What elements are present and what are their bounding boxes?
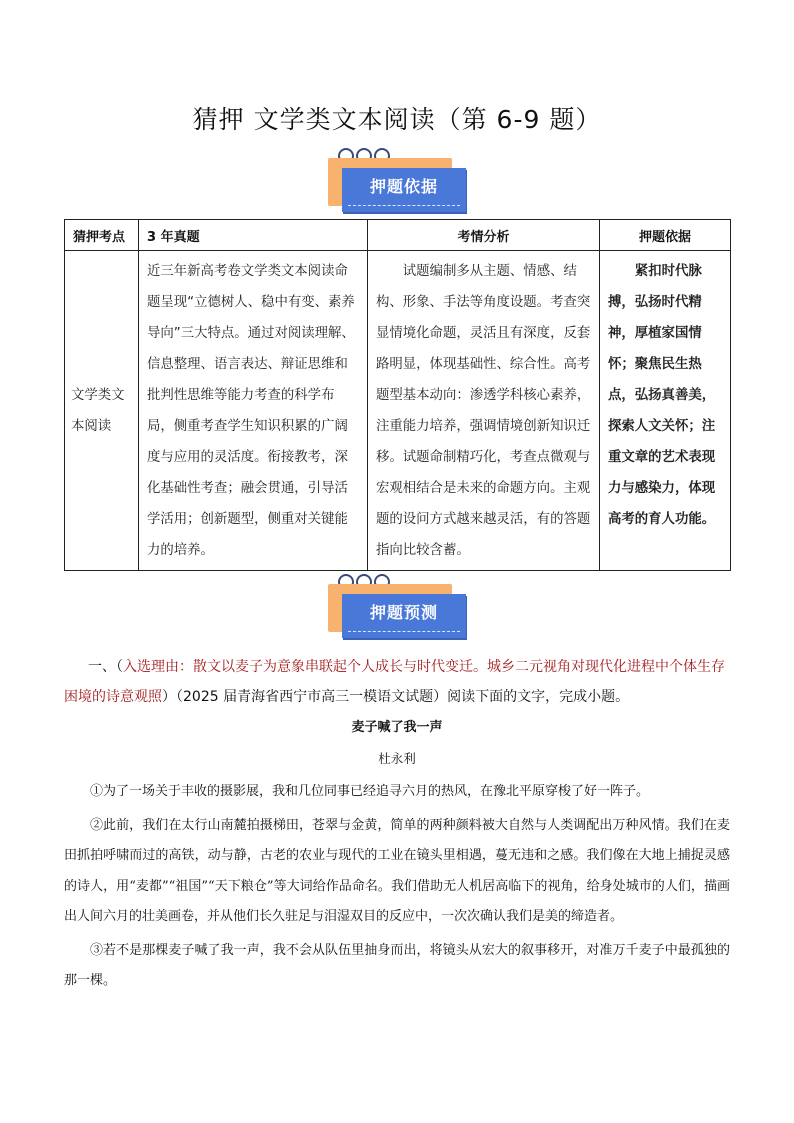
selection-reason: 入选理由：散文以麦子为意象串联起个人成长与时代变迁。城乡二元视角对现代化进程中个体生存困境的诗意观照 (64, 659, 725, 705)
table-header: 押题依据 (600, 220, 731, 251)
article-paragraph: ①为了一场关于丰收的摄影展，我和几位同事已经追寻六月的热风，在豫北平原穿梭了好一阵子。 (90, 784, 650, 799)
article-title: 麦子喊了我一声 (351, 720, 443, 735)
article-paragraph: ②此前，我们在太行山南麓拍摄梯田，苍翠与金黄，简单的两种颜料被大自然与人类调配出万种风情。我们在麦田抓拍呼啸而过的高铁，动与静，古老的农业与现代的工业在镜头里相遇，蔓无违和之感。我们像在大地上捕捉灵感的诗人，用“麦都”“祖国”“天下粮仓”等大词给作品命名。我们借助无人机居高临下的视角，给身处城市的人们，描画出人间六月的壮美画卷，并从他们长久驻足与泪湿双目的反应中，一次次确认我们是美的缔造者。 (64, 817, 730, 924)
article-author: 杜永利 (378, 751, 416, 766)
article-paragraph: ③若不是那棵麦子喊了我一声，我不会从队伍里抽身而出，将镜头从宏大的叙事移开，对准万千麦子中最孤独的那一棵。 (64, 942, 730, 988)
question-intro (64, 652, 730, 712)
intro-prefix: 一、（ (88, 659, 123, 675)
section-badge-label: 押题依据 (369, 177, 438, 196)
table-header-row (65, 220, 731, 251)
table-header: 3 年真题 (139, 220, 368, 251)
section-badge-prediction (328, 578, 468, 642)
page-title: 猜押 文学类文本阅读（第 6-9 题） (192, 105, 602, 134)
exam-basis-table (64, 219, 730, 571)
section-badge-basis (328, 152, 468, 216)
basis-cell: 紧扣时代脉搏，弘扬时代精神，厚植家国情怀；聚焦民生热点，弘扬真善美，探索人文关怀；注重文章的艺术表现力与感染力，体现高考的育人功能。 (600, 251, 731, 571)
intro-suffix: ）（2025 届青海省西宁市高三一模语文试题）阅读下面的文字，完成小题。 (162, 689, 630, 705)
table-row (65, 251, 731, 571)
table-header: 考情分析 (368, 220, 600, 251)
section-badge-label: 押题预测 (369, 603, 438, 622)
article-body (64, 777, 730, 1000)
table-header: 猜押考点 (65, 220, 139, 251)
analysis-cell: 试题编制多从主题、情感、结构、形象、手法等角度设题。考查突显情境化命题，灵活且有深度，反套路明显，体现基础性、综合性。高考题型基本动向：渗透学科核心素养，注重能力培养，强调情境创新知识迁移。试题命制精巧化，考查点微观与宏观相结合是未来的命题方向。主观题的设问方式越来越灵活，有的答题指向比较含蓄。 (368, 251, 600, 571)
topic-cell: 文学类文本阅读 (65, 251, 139, 571)
recent-years-cell: 近三年新高考卷文学类文本阅读命题呈现“立德树人、稳中有变、素养导向”三大特点。通过对阅读理解、信息整理、语言表达、辩证思维和批判性思维等能力考查的科学布局，侧重考查学生知识积累的广阔度与应用的灵活度。衔接教考，深化基础性考查；融会贯通，引导活学活用；创新题型，侧重对关键能力的培养。 (139, 251, 368, 571)
